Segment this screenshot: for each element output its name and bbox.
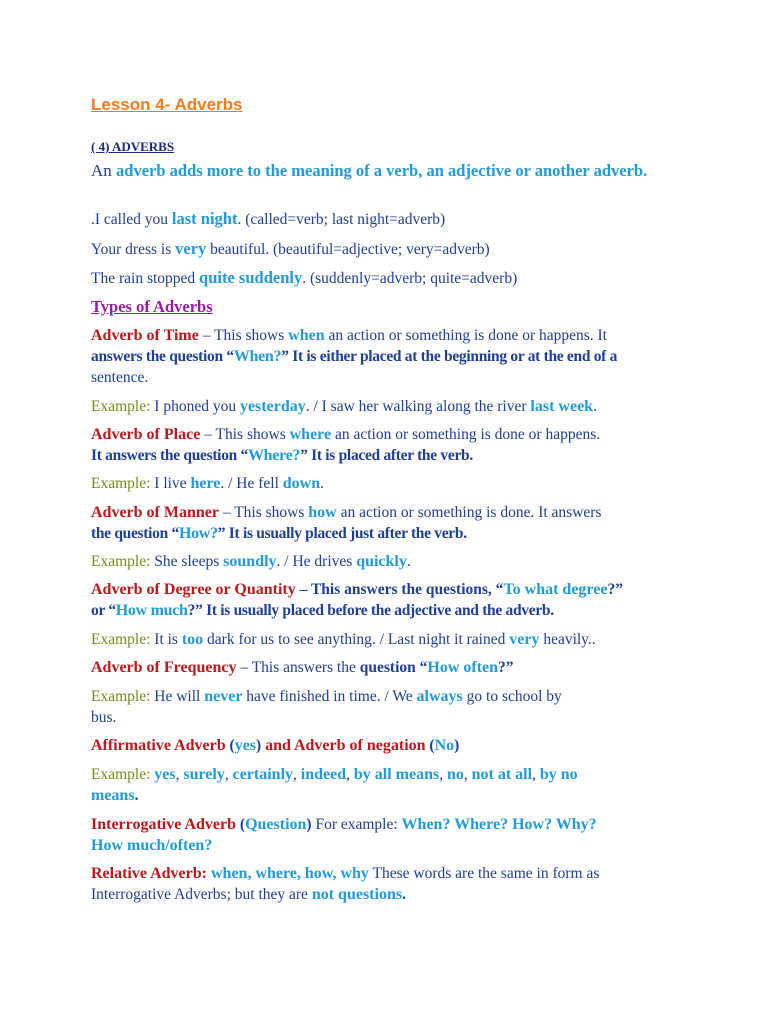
keyword: here bbox=[190, 475, 221, 492]
adverb-place-definition bbox=[91, 424, 691, 466]
term: Adverb of Frequency bbox=[91, 659, 237, 676]
text: – This shows bbox=[200, 426, 290, 443]
intro-prefix: An bbox=[91, 161, 117, 180]
text: sentence. bbox=[91, 369, 149, 386]
example-label: Example: bbox=[91, 631, 151, 648]
intro-definition bbox=[91, 160, 691, 182]
text: ?” It is usually placed before the adjective and the adverb. bbox=[187, 602, 554, 619]
keyword: not questions bbox=[311, 886, 403, 903]
text: ” It is either placed at the beginning or at the end of a bbox=[281, 348, 618, 365]
text: or “ bbox=[91, 602, 116, 619]
text: It answers the question “ bbox=[91, 447, 248, 464]
keyword: very bbox=[175, 239, 207, 258]
text: beautiful. (beautiful=adjective; very=adverb) bbox=[206, 241, 490, 258]
keyword: When? Where? How? Why? bbox=[401, 816, 597, 833]
text: .I called you bbox=[91, 211, 172, 228]
text: It is bbox=[150, 631, 182, 648]
keyword: by no bbox=[539, 766, 578, 783]
adverb-manner-example bbox=[91, 551, 691, 572]
term: Interrogative Adverb bbox=[91, 816, 237, 833]
term: and Adverb of negation bbox=[265, 737, 426, 754]
text: answers the question “ bbox=[91, 348, 234, 365]
text: ( bbox=[225, 737, 235, 754]
keyword: very bbox=[509, 631, 540, 648]
text: The rain stopped bbox=[91, 270, 200, 287]
adverb-time-example bbox=[91, 396, 691, 417]
text: These words are the same in form as bbox=[368, 865, 600, 882]
text: . (suddenly=adverb; quite=adverb) bbox=[302, 270, 518, 287]
keyword: Question bbox=[245, 816, 307, 833]
text: For example: bbox=[311, 816, 402, 833]
text: . / He drives bbox=[276, 553, 357, 570]
adverb-place-example bbox=[91, 473, 691, 494]
text: . bbox=[320, 475, 325, 492]
text: Interrogative Adverbs; but they are bbox=[91, 886, 312, 903]
keyword: yes bbox=[154, 766, 176, 783]
keyword: by all means bbox=[353, 766, 440, 783]
term: Adverb of Degree or Quantity bbox=[91, 581, 296, 598]
term: Adverb of Place bbox=[91, 426, 201, 443]
example-line-3 bbox=[91, 267, 691, 289]
keyword: last week bbox=[530, 398, 594, 415]
text: ) bbox=[256, 737, 266, 754]
keyword: never bbox=[204, 688, 243, 705]
example-line-1 bbox=[91, 208, 691, 230]
text: the question “ bbox=[91, 525, 179, 542]
keyword: soundly bbox=[223, 553, 277, 570]
term: Adverb of Manner bbox=[91, 504, 219, 521]
adverb-interrogative-definition bbox=[91, 814, 691, 856]
keyword: not at all bbox=[471, 766, 533, 783]
text: go to school by bbox=[462, 688, 562, 705]
keyword: quite suddenly bbox=[199, 268, 303, 287]
text: – This shows bbox=[218, 504, 309, 521]
adverb-degree-definition bbox=[91, 579, 691, 621]
keyword: yesterday bbox=[239, 398, 306, 415]
text: ?” bbox=[607, 581, 623, 598]
keyword: down bbox=[282, 475, 321, 492]
keyword: where bbox=[289, 426, 332, 443]
text: – This shows bbox=[198, 327, 289, 344]
text: . bbox=[593, 398, 597, 415]
keyword: surely bbox=[183, 766, 225, 783]
keyword: yes bbox=[234, 737, 257, 754]
keyword: always bbox=[416, 688, 463, 705]
adverb-degree-example bbox=[91, 629, 691, 650]
keyword: certainly bbox=[232, 766, 294, 783]
adverb-time-definition bbox=[91, 325, 691, 388]
text: ) bbox=[306, 816, 312, 833]
text: an action or something is done or happens. bbox=[331, 426, 601, 443]
text: . bbox=[406, 553, 411, 570]
keyword: last night bbox=[171, 209, 238, 228]
text: ( bbox=[425, 737, 435, 754]
keyword: To what degree bbox=[503, 581, 608, 598]
example-line-2 bbox=[91, 238, 691, 260]
adverb-affirmative-definition bbox=[91, 735, 691, 756]
text: Your dress is bbox=[91, 241, 176, 258]
example-label: Example: bbox=[91, 553, 151, 570]
text: I live bbox=[150, 475, 191, 492]
text: an action or something is done. It answers bbox=[336, 504, 602, 521]
example-label: Example: bbox=[91, 398, 151, 415]
text: question “ bbox=[359, 659, 428, 676]
text: . bbox=[402, 886, 406, 903]
keyword: quickly bbox=[356, 553, 407, 570]
term: Relative Adverb: bbox=[91, 865, 207, 882]
text: . / He fell bbox=[220, 475, 283, 492]
keyword: indeed bbox=[300, 766, 347, 783]
keyword: How much bbox=[115, 602, 188, 619]
keyword: When? bbox=[233, 348, 282, 365]
text: – This answers the questions, “ bbox=[295, 581, 504, 598]
keyword: when bbox=[288, 327, 325, 344]
text: ) bbox=[454, 737, 460, 754]
keyword: No bbox=[434, 737, 455, 754]
text: bus. bbox=[91, 709, 117, 726]
example-label: Example: bbox=[91, 688, 151, 705]
example-label: Example: bbox=[91, 766, 151, 783]
keyword: How often bbox=[427, 659, 499, 676]
keyword: How much/often? bbox=[91, 837, 213, 854]
text: have finished in time. / We bbox=[242, 688, 417, 705]
types-heading: Types of Adverbs bbox=[91, 297, 213, 316]
lesson-title: Lesson 4- Adverbs bbox=[91, 95, 243, 114]
text: . (called=verb; last night=adverb) bbox=[237, 211, 446, 228]
text: dark for us to see anything. / Last night it rained bbox=[203, 631, 510, 648]
example-label: Example: bbox=[91, 475, 151, 492]
keyword: means bbox=[91, 787, 135, 804]
adverb-frequency-definition bbox=[91, 657, 691, 678]
text: ” It is usually placed just after the verb. bbox=[217, 525, 467, 542]
text: – This answers the bbox=[236, 659, 360, 676]
section-number-heading: ( 4) ADVERBS bbox=[91, 139, 175, 154]
keyword: Where? bbox=[247, 447, 301, 464]
text: . / I saw her walking along the river bbox=[305, 398, 531, 415]
text: ( bbox=[236, 816, 246, 833]
adverb-affirmative-example: Example: yes, surely, certainly, indeed, by all means, no, not at all, by no means. bbox=[91, 766, 578, 804]
keyword: too bbox=[181, 631, 204, 648]
adverb-manner-definition bbox=[91, 502, 691, 544]
adverb-relative-definition bbox=[91, 863, 691, 905]
term: Adverb of Time bbox=[91, 327, 199, 344]
keyword: when, where, how, why bbox=[206, 865, 369, 882]
text: heavily.. bbox=[539, 631, 596, 648]
keyword: How? bbox=[178, 525, 218, 542]
text: ” It is placed after the verb. bbox=[300, 447, 473, 464]
keyword: no bbox=[446, 766, 464, 783]
text: He will bbox=[150, 688, 205, 705]
text: I phoned you bbox=[150, 398, 240, 415]
keyword: how bbox=[308, 504, 337, 521]
adverb-frequency-example bbox=[91, 686, 691, 728]
intro-highlight: adverb adds more to the meaning of a verb, an adjective or another adverb. bbox=[116, 161, 648, 180]
term: Affirmative Adverb bbox=[91, 737, 226, 754]
text: She sleeps bbox=[150, 553, 224, 570]
text: ?” bbox=[498, 659, 514, 676]
text: an action or something is done or happens. It bbox=[324, 327, 607, 344]
